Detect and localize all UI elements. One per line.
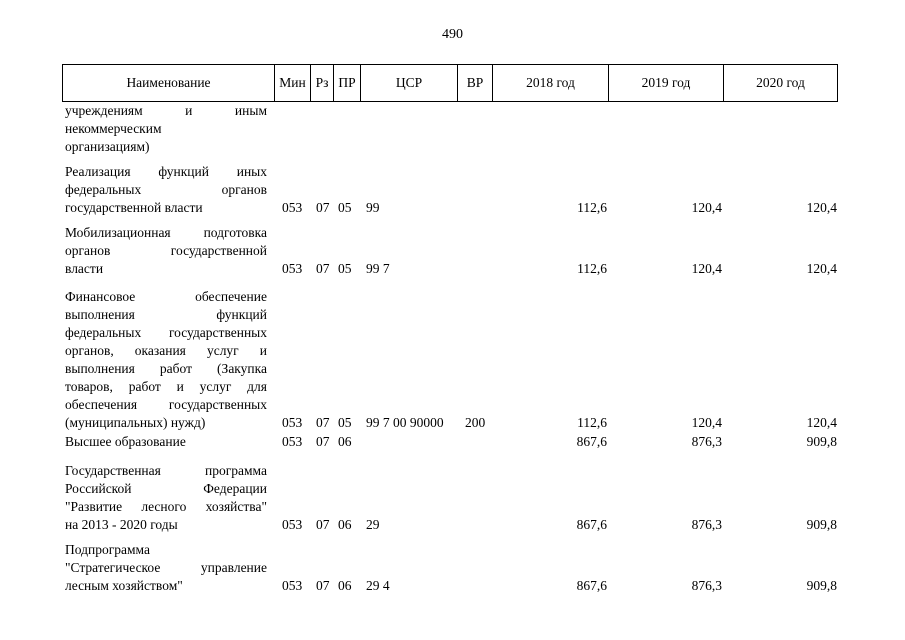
- row-name-line: государственной власти: [65, 200, 203, 215]
- cell-rz: 07: [316, 434, 330, 449]
- cell-2018: 867,6: [576, 434, 607, 449]
- cell-2018: 112,6: [577, 261, 607, 276]
- cell-2019: 876,3: [691, 434, 722, 449]
- cell-pr: 06: [338, 434, 352, 449]
- cell-2020: 120,4: [806, 261, 837, 276]
- cell-rz: 07: [316, 517, 330, 532]
- cell-pr: 05: [338, 415, 352, 430]
- row-name-line: Государственная программа: [65, 463, 267, 478]
- row-name-line: власти: [65, 261, 104, 276]
- cell-2020: 120,4: [806, 200, 837, 215]
- row-name-line: федеральных государственных: [65, 325, 267, 340]
- row-name: [65, 102, 267, 156]
- row-name-line: "Стратегическое управление: [65, 560, 267, 575]
- cell-2018: 867,6: [576, 578, 607, 593]
- cell-2019: 876,3: [691, 517, 722, 532]
- header-name: Наименование: [63, 65, 275, 101]
- row-name-line: выполнения функций: [65, 307, 267, 322]
- cell-2020: 909,8: [806, 517, 837, 532]
- cell-2020: 909,8: [806, 578, 837, 593]
- header-2020: 2020 год: [756, 75, 805, 90]
- row-name: [65, 541, 267, 595]
- cell-csr: 99 7 00 90000: [366, 415, 444, 430]
- row-name-line: Высшее образование: [65, 434, 186, 449]
- row-name-line: товаров, работ и услуг для: [65, 379, 267, 394]
- header-vr: ВР: [458, 65, 493, 101]
- cell-rz: 07: [316, 200, 330, 215]
- cell-pr: 05: [338, 261, 352, 276]
- cell-2019: 120,4: [691, 200, 722, 215]
- row-name: [65, 462, 267, 534]
- cell-pr: 05: [338, 200, 352, 215]
- header-2019: 2019 год: [609, 65, 724, 101]
- cell-rz: 07: [316, 578, 330, 593]
- row-name-line: обеспечения государственных: [65, 397, 267, 412]
- cell-csr: 99 7: [366, 261, 390, 276]
- cell-2019: 876,3: [691, 578, 722, 593]
- row-name-line: учреждениям и иным: [65, 103, 267, 118]
- row-name-line: выполнения работ (Закупка: [65, 361, 267, 376]
- header-pr: ПР: [334, 65, 361, 101]
- row-name-line: (муниципальных) нужд): [65, 415, 206, 430]
- cell-2018: 112,6: [577, 200, 607, 215]
- row-name-line: федеральных органов: [65, 182, 267, 197]
- row-name-line: на 2013 - 2020 годы: [65, 517, 178, 532]
- row-name-line: организациям): [65, 139, 150, 154]
- row-name-line: Подпрограмма: [65, 542, 150, 557]
- cell-min: 053: [282, 415, 303, 430]
- cell-pr: 06: [338, 517, 352, 532]
- row-name-line: Финансовое обеспечение: [65, 289, 267, 304]
- cell-min: 053: [282, 578, 303, 593]
- cell-2018: 112,6: [577, 415, 607, 430]
- header-rz: Рз: [311, 65, 334, 101]
- row-name-line: Реализация функций иных: [65, 164, 267, 179]
- cell-rz: 07: [316, 261, 330, 276]
- page-number: 490: [442, 27, 463, 42]
- cell-csr: 29 4: [366, 578, 390, 593]
- row-name: [65, 163, 267, 217]
- header-min: Мин: [275, 65, 311, 101]
- row-name-line: органов государственной: [65, 243, 267, 258]
- cell-min: 053: [282, 261, 303, 276]
- cell-min: 053: [282, 517, 303, 532]
- cell-2020: 120,4: [806, 415, 837, 430]
- header-csr: ЦСР: [361, 65, 458, 101]
- row-name-line: Мобилизационная подготовка: [65, 225, 267, 240]
- cell-csr: 29: [366, 517, 380, 532]
- row-name-line: лесным хозяйством": [65, 578, 183, 593]
- header-2018: 2018 год: [493, 65, 609, 101]
- cell-min: 053: [282, 200, 303, 215]
- cell-rz: 07: [316, 415, 330, 430]
- cell-2019: 120,4: [691, 415, 722, 430]
- row-name: [65, 288, 267, 432]
- cell-pr: 06: [338, 578, 352, 593]
- cell-2020: 909,8: [806, 434, 837, 449]
- cell-2019: 120,4: [691, 261, 722, 276]
- row-name-line: органов, оказания услуг и: [65, 343, 267, 358]
- row-name: [65, 433, 267, 451]
- row-name: [65, 224, 267, 278]
- cell-vr: 200: [465, 415, 486, 430]
- row-name-line: "Развитие лесного хозяйства": [65, 499, 267, 514]
- cell-min: 053: [282, 434, 303, 449]
- cell-csr: 99: [366, 200, 380, 215]
- cell-2018: 867,6: [576, 517, 607, 532]
- table-header: [62, 64, 838, 102]
- row-name-line: некоммерческим: [65, 121, 162, 136]
- row-name-line: Российской Федерации: [65, 481, 267, 496]
